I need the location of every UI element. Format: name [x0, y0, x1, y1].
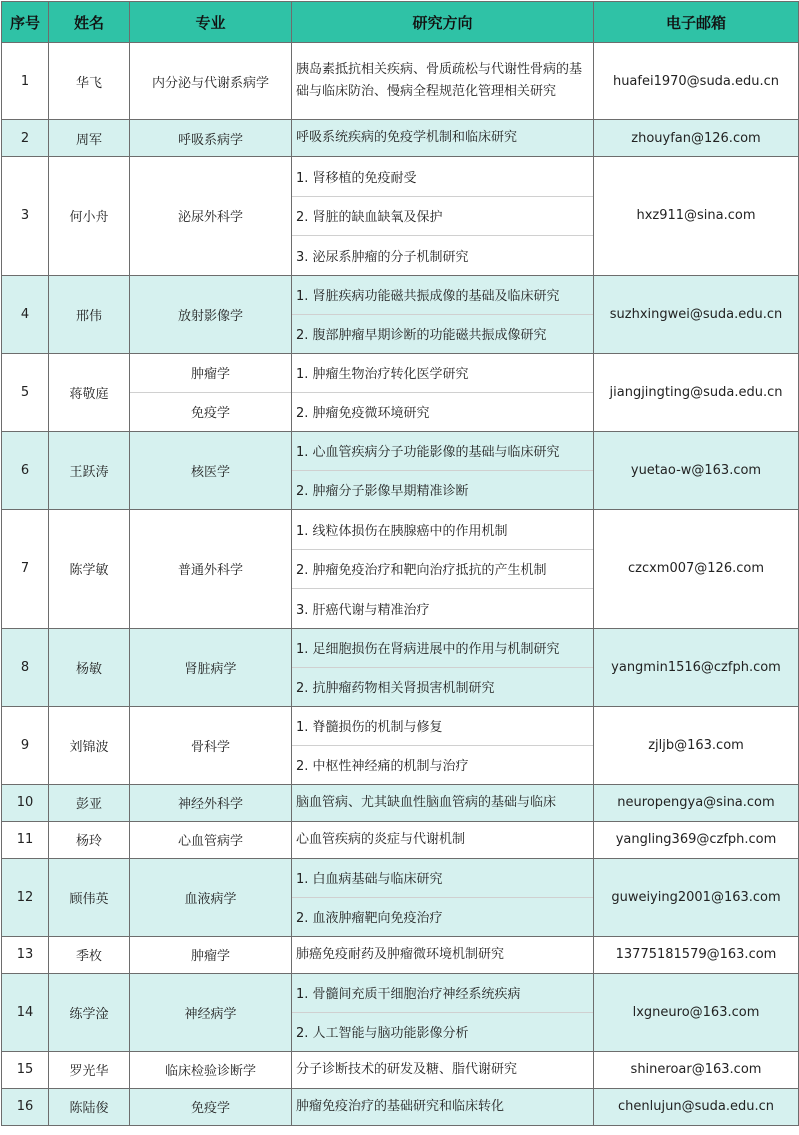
row-major: 普通外科学: [130, 509, 292, 628]
row-major: 免疫学: [130, 1088, 292, 1125]
table-row: [2, 1088, 799, 1125]
row-email: hxz911@sina.com: [594, 157, 799, 276]
row-number: 8: [2, 628, 49, 706]
row-direction: [292, 1088, 594, 1125]
direction-item: 1. 线粒体损伤在胰腺癌中的作用机制: [296, 523, 508, 539]
row-name: 杨玲: [49, 821, 130, 858]
row-number: 9: [2, 706, 49, 784]
row-major: 内分泌与代谢系病学: [130, 43, 292, 120]
row-direction: [292, 628, 594, 706]
direction-item: 肿瘤免疫治疗的基础研究和临床转化: [296, 1098, 505, 1114]
row-number: 14: [2, 973, 49, 1051]
row-email: jiangjingting@suda.edu.cn: [594, 353, 799, 431]
direction-item: 1. 肾脏疾病功能磁共振成像的基础及临床研究: [296, 289, 560, 305]
row-major: 肿瘤学: [130, 936, 292, 973]
row-direction: [292, 353, 594, 431]
row-email: shineroar@163.com: [594, 1051, 799, 1088]
table-row: [2, 157, 799, 276]
row-name: 彭亚: [49, 784, 130, 821]
direction-item: 2. 肿瘤免疫微环境研究: [292, 392, 593, 431]
table-row: [2, 275, 799, 353]
direction-item: 2. 肿瘤免疫治疗和靶向治疗抵抗的产生机制: [292, 549, 593, 589]
table-row: [2, 353, 799, 431]
row-name: 刘锦波: [49, 706, 130, 784]
table-row: [2, 120, 799, 157]
row-name: 顾伟英: [49, 858, 130, 936]
direction-item: 2. 肿瘤分子影像早期精准诊断: [292, 470, 593, 509]
row-major: 呼吸系病学: [130, 120, 292, 157]
direction-item: 2. 人工智能与脑功能影像分析: [292, 1012, 593, 1051]
direction-item: 3. 肝癌代谢与精准治疗: [292, 588, 593, 628]
header-email: 电子邮箱: [594, 2, 799, 43]
row-number: 15: [2, 1051, 49, 1088]
row-direction: [292, 509, 594, 628]
row-email: czcxm007@126.com: [594, 509, 799, 628]
row-direction: [292, 157, 594, 276]
direction-item: 1. 肿瘤生物治疗转化医学研究: [296, 367, 469, 383]
table-row: [2, 43, 799, 120]
row-number: 4: [2, 275, 49, 353]
row-name: 罗光华: [49, 1051, 130, 1088]
row-number: 12: [2, 858, 49, 936]
direction-item: 2. 抗肿瘤药物相关肾损害机制研究: [292, 667, 593, 706]
direction-item: 1. 骨髓间充质干细胞治疗神经系统疾病: [296, 987, 521, 1003]
row-number: 10: [2, 784, 49, 821]
header-major: 专业: [130, 2, 292, 43]
table-row: [2, 1051, 799, 1088]
direction-item: 2. 血液肿瘤靶向免疫治疗: [292, 897, 593, 936]
header-direction: 研究方向: [292, 2, 594, 43]
row-major: 血液病学: [130, 858, 292, 936]
row-number: 3: [2, 157, 49, 276]
direction-item: 脑血管病、尤其缺血性脑血管病的基础与临床: [296, 794, 557, 810]
row-email: 13775181579@163.com: [594, 936, 799, 973]
row-number: 6: [2, 431, 49, 509]
table-row: [2, 821, 799, 858]
row-email: zhouyfan@126.com: [594, 120, 799, 157]
direction-item: 2. 肾脏的缺血缺氧及保护: [292, 196, 593, 236]
header-name: 姓名: [49, 2, 130, 43]
row-email: guweiying2001@163.com: [594, 858, 799, 936]
row-number: 2: [2, 120, 49, 157]
direction-item: 1. 心血管疾病分子功能影像的基础与临床研究: [296, 445, 560, 461]
row-number: 11: [2, 821, 49, 858]
row-email: neuropengya@sina.com: [594, 784, 799, 821]
direction-item: 1. 白血病基础与临床研究: [296, 872, 443, 888]
row-major: 泌尿外科学: [130, 157, 292, 276]
row-major: 心血管病学: [130, 821, 292, 858]
row-email: lxgneuro@163.com: [594, 973, 799, 1051]
row-email: zjljb@163.com: [594, 706, 799, 784]
row-major: 骨科学: [130, 706, 292, 784]
direction-item: 1. 肾移植的免疫耐受: [296, 170, 417, 186]
row-direction: [292, 706, 594, 784]
row-major: 肾脏病学: [130, 628, 292, 706]
table-row: [2, 628, 799, 706]
table-row: [2, 858, 799, 936]
header-no: 序号: [2, 2, 49, 43]
row-email: suzhxingwei@suda.edu.cn: [594, 275, 799, 353]
row-major: 神经外科学: [130, 784, 292, 821]
direction-item: 1. 脊髓损伤的机制与修复: [296, 720, 443, 736]
row-major: 神经病学: [130, 973, 292, 1051]
research-directions-table: [1, 1, 799, 1126]
row-direction: [292, 936, 594, 973]
row-email: yuetao-w@163.com: [594, 431, 799, 509]
row-direction: [292, 784, 594, 821]
row-email: chenlujun@suda.edu.cn: [594, 1088, 799, 1125]
row-direction: [292, 858, 594, 936]
direction-item: 肺癌免疫耐药及肿瘤微环境机制研究: [296, 946, 505, 962]
row-direction: [292, 120, 594, 157]
direction-item: 胰岛素抵抗相关疾病、骨质疏松与代谢性骨病的基础与临床防治、慢病全程规范化管理相关研究: [296, 62, 583, 99]
row-name: 王跃涛: [49, 431, 130, 509]
row-email: yangmin1516@czfph.com: [594, 628, 799, 706]
row-name: 周军: [49, 120, 130, 157]
row-number: 5: [2, 353, 49, 431]
row-direction: [292, 1051, 594, 1088]
row-direction: [292, 43, 594, 120]
row-direction: [292, 275, 594, 353]
row-name: 陈陆俊: [49, 1088, 130, 1125]
row-name: 何小舟: [49, 157, 130, 276]
table-row: [2, 973, 799, 1051]
row-direction: [292, 821, 594, 858]
row-email: yangling369@czfph.com: [594, 821, 799, 858]
row-name: 蒋敬庭: [49, 353, 130, 431]
direction-item: 心血管疾病的炎症与代谢机制: [296, 831, 466, 847]
header-row: [2, 2, 799, 43]
row-email: huafei1970@suda.edu.cn: [594, 43, 799, 120]
direction-item: 2. 腹部肿瘤早期诊断的功能磁共振成像研究: [292, 314, 593, 353]
row-number: 16: [2, 1088, 49, 1125]
direction-item: 2. 中枢性神经痛的机制与治疗: [292, 745, 593, 784]
row-major: 临床检验诊断学: [130, 1051, 292, 1088]
row-name: 季枚: [49, 936, 130, 973]
table-row: [2, 784, 799, 821]
row-name: 练学淦: [49, 973, 130, 1051]
direction-item: 分子诊断技术的研发及糖、脂代谢研究: [296, 1061, 518, 1077]
direction-item: 呼吸系统疾病的免疫学机制和临床研究: [296, 130, 518, 145]
direction-item: 3. 泌尿系肿瘤的分子机制研究: [292, 235, 593, 275]
row-direction: [292, 431, 594, 509]
row-name: 杨敏: [49, 628, 130, 706]
row-number: 7: [2, 509, 49, 628]
direction-item: 1. 足细胞损伤在肾病进展中的作用与机制研究: [296, 642, 560, 658]
major-item: 肿瘤学: [190, 367, 230, 383]
row-name: 华飞: [49, 43, 130, 120]
table-row: [2, 431, 799, 509]
table-row: [2, 706, 799, 784]
row-major: [130, 353, 292, 431]
major-item: 免疫学: [130, 392, 291, 431]
row-name: 陈学敏: [49, 509, 130, 628]
row-number: 1: [2, 43, 49, 120]
table-row: [2, 936, 799, 973]
row-major: 核医学: [130, 431, 292, 509]
row-direction: [292, 973, 594, 1051]
row-number: 13: [2, 936, 49, 973]
row-name: 邢伟: [49, 275, 130, 353]
row-major: 放射影像学: [130, 275, 292, 353]
table-row: [2, 509, 799, 628]
